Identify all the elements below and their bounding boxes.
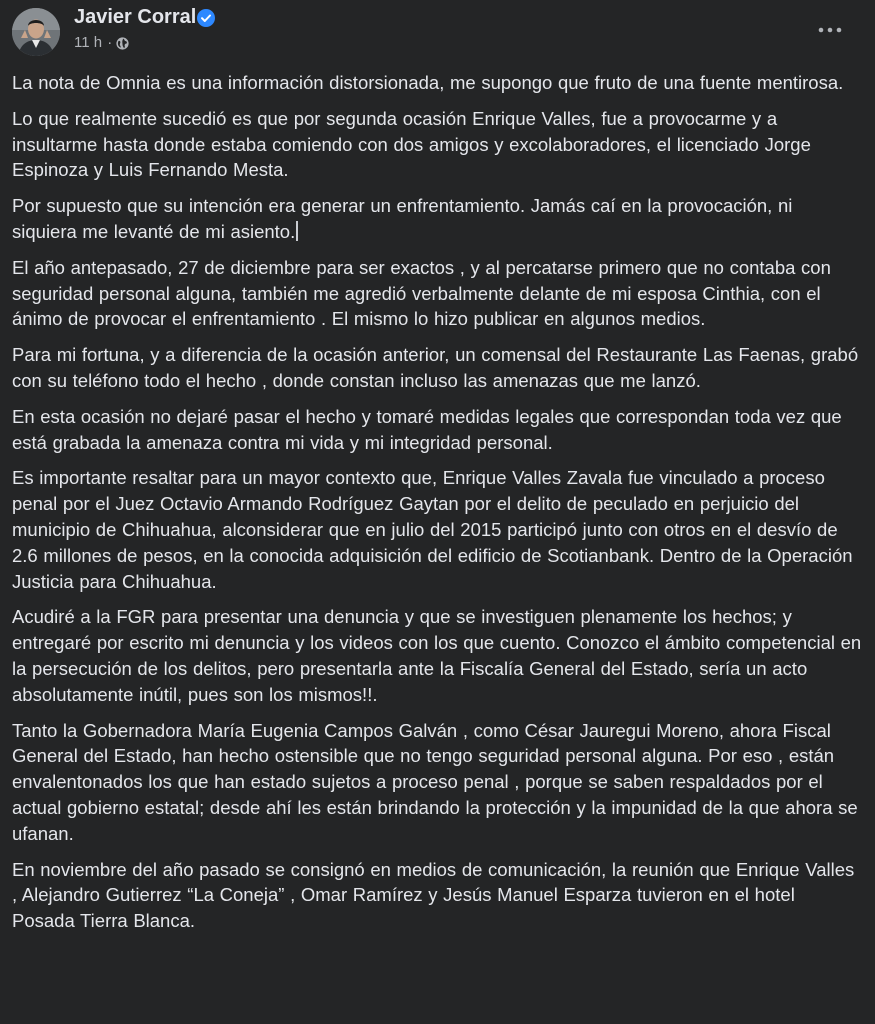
globe-icon[interactable] [116,37,129,50]
post-body [12,70,862,944]
post-paragraph-3 [12,193,862,245]
post-header [0,0,875,66]
post-paragraph-10: En noviembre del año pasado se consignó en medios de comunicación, la reunión que Enrique Valles , Alejandro Gutierrez “La Coneja” , Omar Ramírez y Jesús Manuel Esparza tuvieron en el hotel Posada Tierra Blanca. [12,858,855,932]
text-cursor [296,221,298,241]
post-timestamp[interactable]: 11 h [74,34,103,51]
verified-badge-icon [197,9,215,27]
meta-separator: · [107,34,113,51]
post-paragraph-6: En esta ocasión no dejaré pasar el hecho y tomaré medidas legales que correspondan toda vez que está grabada la amenaza contra mi vida y mi integridad personal. [12,405,842,453]
post-paragraph-4: El año antepasado, 27 de diciembre para ser exactos , y al percatarse primero que no contaba con seguridad personal alguna, también me agredió verbalmente delante de mi esposa Cinthia, con el ánimo de provocar el enfrentamiento . El mismo lo hizo publicar en algunos medios. [12,256,831,330]
more-options-icon [818,27,842,33]
author-name[interactable]: Javier Corral [74,6,197,28]
more-options-button[interactable] [812,12,848,48]
post-paragraph-1: La nota de Omnia es una información distorsionada, me supongo que fruto de una fuente mentirosa. [12,72,844,93]
post-paragraph-3-text: Por supuesto que su intención era generar un enfrentamiento. Jamás caí en la provocación, ni siquiera me levanté de mi asiento. [12,195,793,242]
avatar[interactable] [12,8,60,56]
post-paragraph-5: Para mi fortuna, y a diferencia de la ocasión anterior, un comensal del Restaurante Las Faenas, grabó con su teléfono todo el hecho , donde constan incluso las amenazas que me lanzó. [12,344,859,391]
post-paragraph-8: Acudiré a la FGR para presentar una denuncia y que se investiguen plenamente los hechos; y entregaré por escrito mi denuncia y los videos con los que cuento. Conozco el ámbito competencial en la persecución de los delitos, pero presentarla ante la Fiscalía General del Estado, sería un acto absolutamente inútil, pues son los mismos!!. [12,606,862,705]
post-paragraph-2: Lo que realmente sucedió es que por segunda ocasión Enrique Valles, fue a provocarme y a insultarme hasta donde estaba comiendo con dos amigos y excolaboradores, el licenciado Jorge Espinoza y Luis Fernando Mesta. [12,107,811,181]
post-meta [74,34,113,51]
post-paragraph-9: Tanto la Gobernadora María Eugenia Campos Galván , como César Jauregui Moreno, ahora Fiscal General del Estado, han hecho ostensible que no tengo seguridad personal alguna. Por eso , están envalentonados los que han estado sujetos a proceso penal , porque se saben respaldados por el actual gobierno estatal; desde ahí les están brindando la protección y la impunidad de la que ahora se ufanan. [12,719,858,844]
post-paragraph-7: Es importante resaltar para un mayor contexto que, Enrique Valles Zavala fue vinculado a proceso penal por el Juez Octavio Armando Rodríguez Gaytan por el delito de peculado en perjuicio del municipio de Chihuahua, alconsiderar que en julio del 2015 participó junto con otros en el desvío de 2.6 millones de pesos, en la conocida adquisición del edificio de Scotianbank. Dentro de la Operación Justicia para Chihuahua. [12,467,853,592]
